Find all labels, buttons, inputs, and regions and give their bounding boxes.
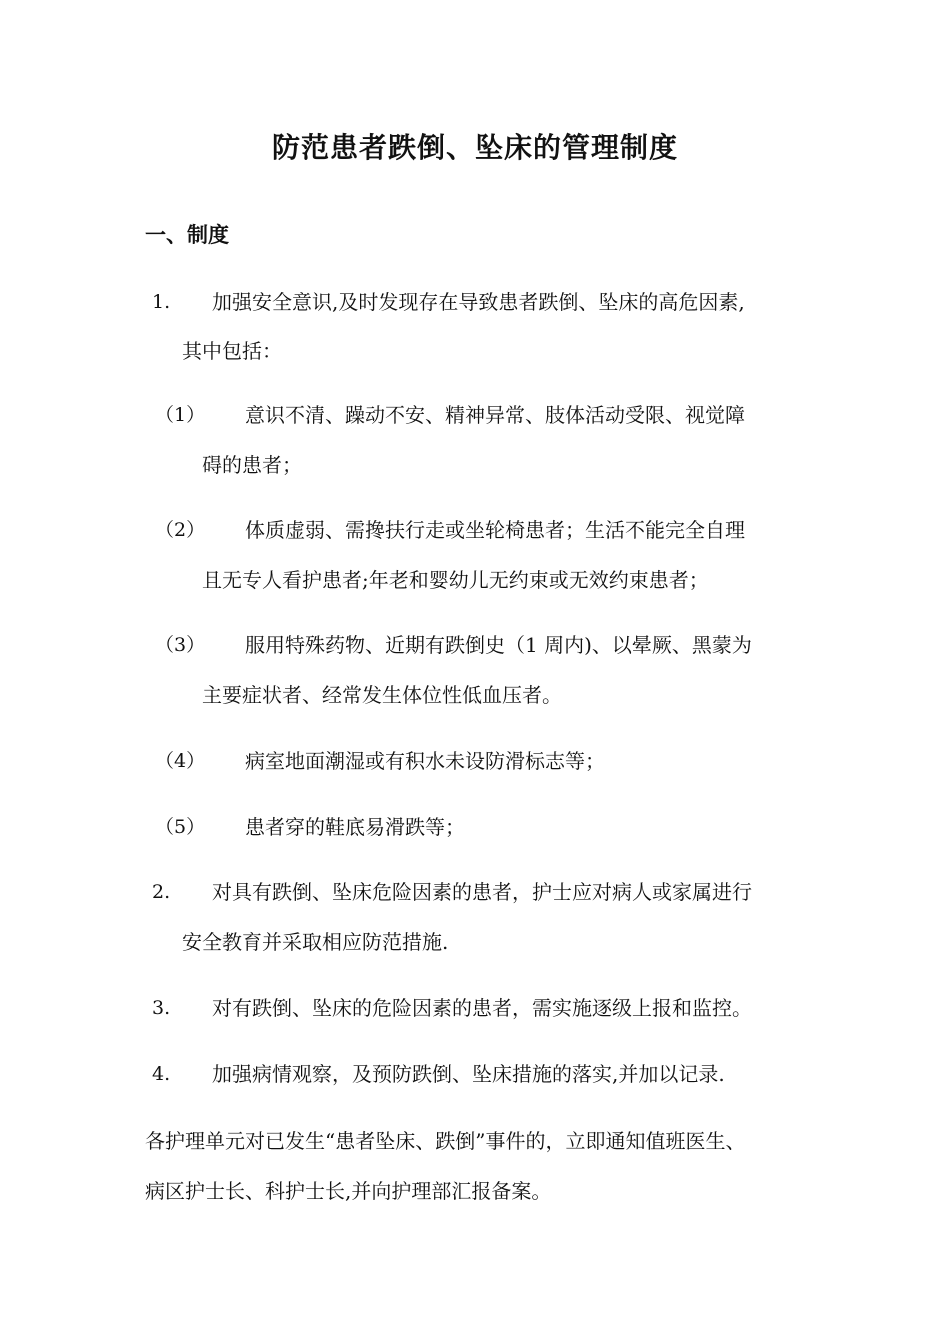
subitem-1-line-2: 碍的患者； xyxy=(202,453,302,477)
subitem-5-line-1: 患者穿的鞋底易滑跌等； xyxy=(245,815,465,839)
item-1-line-1: 加强安全意识,及时发现存在导致患者跌倒、坠床的高危因素, xyxy=(212,290,745,314)
subitem-2-line-1: 体质虚弱、需搀扶行走或坐轮椅患者；生活不能完全自理 xyxy=(245,518,745,542)
subitem-3-number: （3） xyxy=(155,634,206,656)
subitem-4-number: （4） xyxy=(155,750,206,772)
section-heading: 一、制度 xyxy=(145,223,229,247)
item-3-number: 3. xyxy=(152,997,171,1019)
closing-line-2: 病区护士长、科护士长,并向护理部汇报备案。 xyxy=(145,1179,552,1203)
item-4-line-1: 加强病情观察，及预防跌倒、坠床措施的落实,并加以记录. xyxy=(212,1062,725,1086)
subitem-3-line-1: 服用特殊药物、近期有跌倒史（1 周内)、以晕厥、黑蒙为 xyxy=(245,633,752,657)
item-1-line-2: 其中包括： xyxy=(182,339,282,363)
item-2-line-1: 对具有跌倒、坠床危险因素的患者，护士应对病人或家属进行 xyxy=(212,880,752,904)
item-3-line-1: 对有跌倒、坠床的危险因素的患者，需实施逐级上报和监控。 xyxy=(212,996,752,1020)
page-title: 防范患者跌倒、坠床的管理制度 xyxy=(271,131,678,164)
closing-line-1: 各护理单元对已发生“患者坠床、跌倒”事件的，立即通知值班医生、 xyxy=(145,1129,746,1153)
subitem-3-line-2: 主要症状者、经常发生体位性低血压者。 xyxy=(202,683,562,707)
subitem-1-line-1: 意识不清、躁动不安、精神异常、肢体活动受限、视觉障 xyxy=(245,403,745,427)
subitem-1-number: （1） xyxy=(155,404,206,426)
subitem-2-number: （2） xyxy=(155,519,206,541)
subitem-4-line-1: 病室地面潮湿或有积水未设防滑标志等； xyxy=(245,749,605,773)
item-1-number: 1. xyxy=(152,291,171,313)
subitem-5-number: （5） xyxy=(155,816,206,838)
item-4-number: 4. xyxy=(152,1063,171,1085)
subitem-2-line-2: 且无专人看护患者;年老和婴幼儿无约束或无效约束患者； xyxy=(202,568,709,592)
item-2-line-2: 安全教育并采取相应防范措施. xyxy=(182,930,449,954)
item-2-number: 2. xyxy=(152,881,171,903)
